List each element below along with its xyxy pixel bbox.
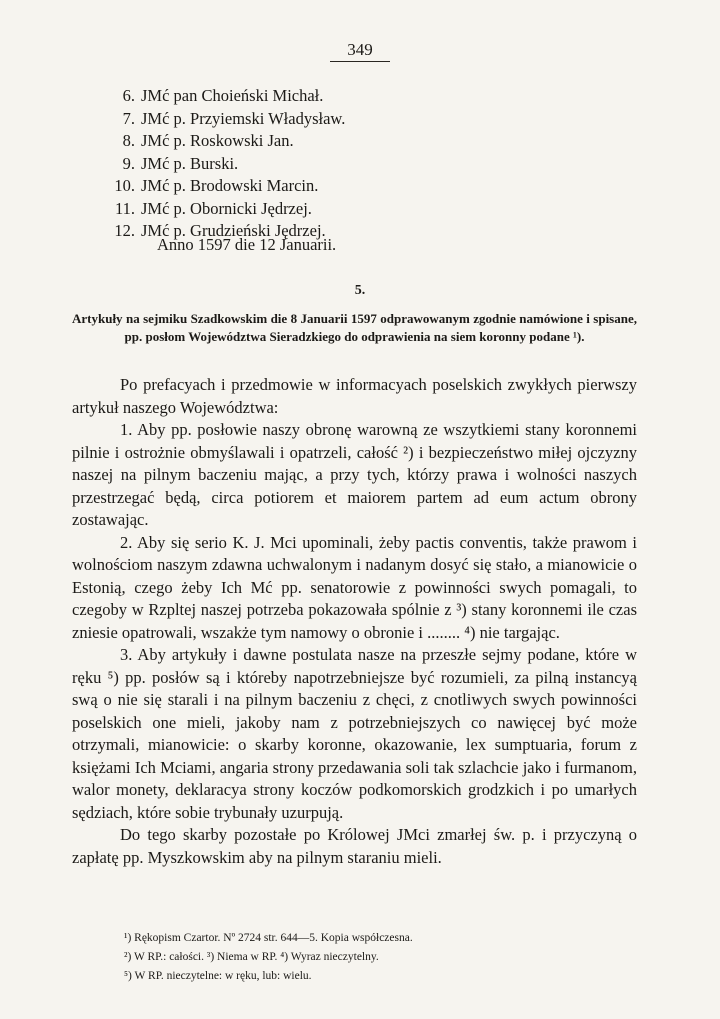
list-item bbox=[100, 198, 345, 221]
document-title: Artykuły na sejmiku Szadkowskim die 8 Januarii 1597 odprawowanym zgodnie namówione i spisane, pp. posłom Województwa Sieradzkiego do odprawienia na siem koronny podane ¹). bbox=[72, 311, 637, 344]
list-item bbox=[100, 108, 345, 131]
list-item-text: JMć p. Obornicki Jędrzej. bbox=[141, 198, 312, 218]
list-item-text: JMć pan Choieński Michał. bbox=[141, 86, 324, 105]
paragraph: Po prefacyach i przedmowie w informacyach poselskich zwykłych pierwszy artykuł naszego Województwa: bbox=[72, 375, 637, 417]
list-item-text: JMć p. Burski. bbox=[141, 153, 239, 173]
list-item-text: JMć p. Grudzieński Jędrzej. bbox=[141, 221, 326, 240]
anno-line: Anno 1597 die 12 Januarii. bbox=[157, 235, 337, 254]
list-item-number: 8. bbox=[122, 131, 135, 150]
list-item-number: 11. bbox=[114, 198, 135, 218]
list-item-number: 9. bbox=[122, 153, 135, 173]
list-item-number: 6. bbox=[122, 86, 135, 105]
list-item bbox=[100, 175, 345, 198]
footnotes bbox=[124, 929, 644, 986]
list-item-text: JMć p. Przyiemski Władysław. bbox=[141, 108, 346, 128]
footnote: ¹) Rękopism Czartor. Nº 2724 str. 644—5. Kopia współczesna. bbox=[124, 932, 413, 944]
list-item bbox=[100, 153, 345, 176]
paragraph: 2. Aby się serio K. J. Mci upominali, żeby pactis conventis, także prawom i wolnościom naszym zdawna uchwalonym i nadanym dosyć się stało, a mianowicie o Estonią, czego żeby Ich Mć pp. senatorowie z powinności swych pomagali, to czegoby w Rzpltej naszej potrzeba pokazowała spólnie z ³) stany koronnemi ile czas zniesie opatrowali, wszakże tym namowy o obronie i ........ ⁴) nie targając. bbox=[72, 532, 637, 642]
list-item-number: 7. bbox=[122, 108, 135, 128]
list-item-number: 10. bbox=[114, 176, 135, 195]
page-number: 349 bbox=[330, 40, 390, 62]
list-item bbox=[100, 85, 345, 108]
list-item-text: JMć p. Brodowski Marcin. bbox=[141, 176, 319, 195]
paragraph: Do tego skarby pozostałe po Królowej JMci zmarłej św. p. i przyczyną o zapłatę pp. Myszkowskim aby na pilnym staraniu mieli. bbox=[72, 825, 637, 867]
footnote: ⁵) W RP. nieczytelne: w ręku, lub: wielu. bbox=[124, 970, 312, 982]
footnote: ²) W RP.: całości. ³) Niema w RP. ⁴) Wyraz nieczytelny. bbox=[124, 951, 379, 963]
list-item-text: JMć p. Roskowski Jan. bbox=[141, 131, 294, 150]
paragraph: 1. Aby pp. posłowie naszy obronę warowną ze wszytkiemi stany koronnemi pilnie i ostrożnie obmyślawali i opatrzeli, całość ²) i bezpieczeństwo miłej ojczyzny naszej na pilnym baczeniu mając, a przy tych, którzy prawa i wolności naszych przestrzegać będą, circa potiorem et maiorem partem ad eum actum obrony zostawając. bbox=[72, 420, 637, 529]
names-list bbox=[100, 85, 345, 243]
document-number: 5. bbox=[354, 283, 366, 298]
body-text bbox=[72, 374, 637, 869]
list-item bbox=[100, 130, 345, 153]
paragraph: 3. Aby artykuły i dawne postulata nasze na przeszłe sejmy podane, które w ręku ⁵) pp. posłów są i któreby napotrzebniejsze być rozumieli, za pilną instancyą swą o nie się starali i na pilnym baczeniu z chęci, z cnotliwych swych powinności poselskich one mieli, jakoby nam z potrzebniejszych co nawięcej być może otrzymali, mianowicie: o skarby koronne, okazowanie, lex sumptuaria, forum z księżami Ich Mciami, angaria strony przedawania soli tak szlachcie jako i furmanom, walor monety, deklaracya strony koczów podkomorskich grodzkich i po umarłych sędziach, które sobie trybunały uzurpują. bbox=[72, 645, 637, 822]
list-item-number: 12. bbox=[114, 221, 135, 240]
